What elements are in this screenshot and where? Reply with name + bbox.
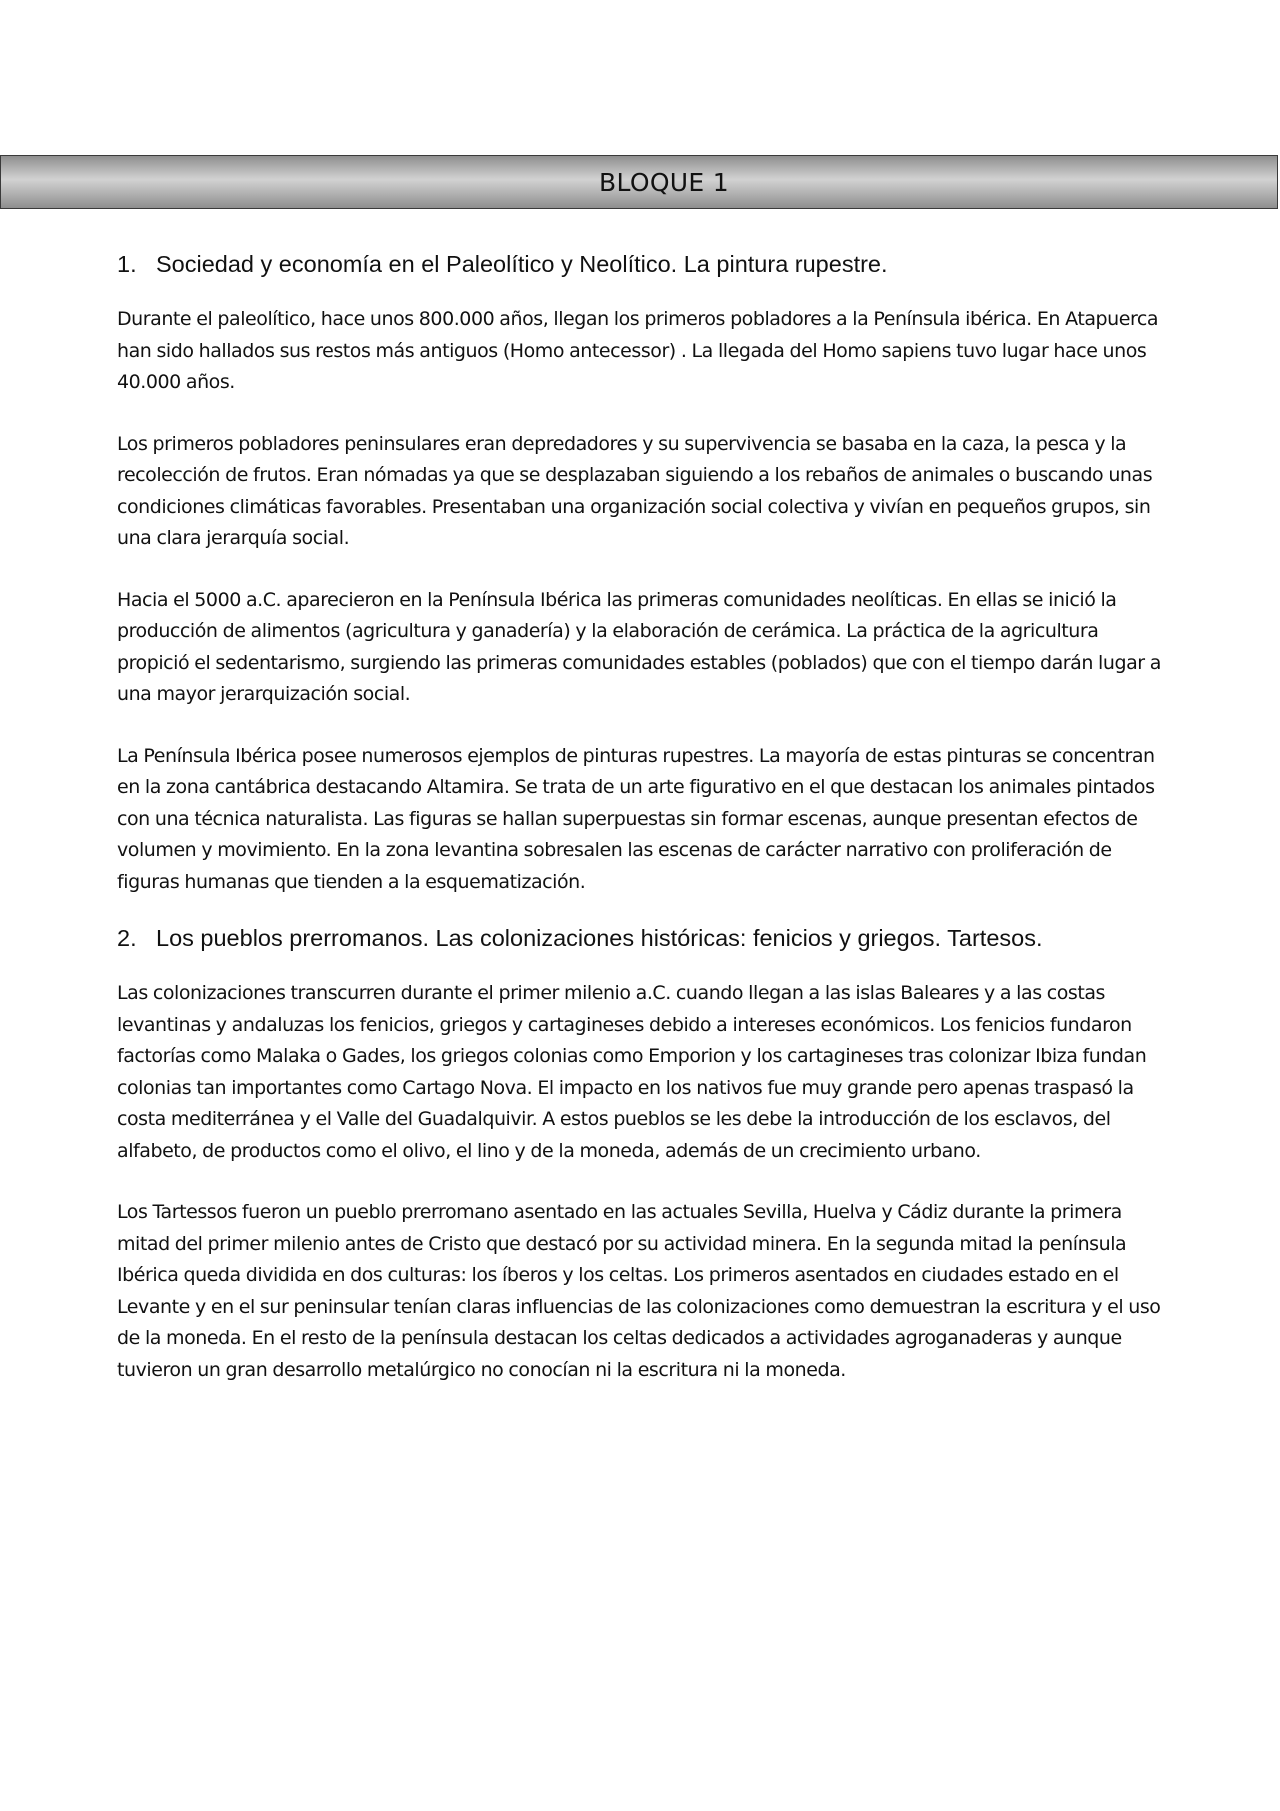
banner-title: BLOQUE 1 xyxy=(599,167,729,197)
section-title: Sociedad y economía en el Paleolítico y Neolítico. La pintura rupestre. xyxy=(156,251,888,277)
paragraph: La Península Ibérica posee numerosos ejemplos de pinturas rupestres. La mayoría de estas pinturas se concentran en la zona cantábrica destacando Altamira. Se trata de un arte figurativo en el que destacan los animales pintados con una técnica naturalista. Las figuras se hallan superpuestas sin formar escenas, aunque presentan efectos de volumen y movimiento. En la zona levantina sobresalen las escenas de carácter narrativo con proliferación de figuras humanas que tienden a la esquematización. xyxy=(117,744,1155,893)
paragraph: Los primeros pobladores peninsulares eran depredadores y su supervivencia se basaba en la caza, la pesca y la recolección de frutos. Eran nómadas ya que se desplazaban siguiendo a los rebaños de animales o buscando unas condiciones climáticas favorables. Presentaban una organización social colectiva y vivían en pequeños grupos, sin una clara jerarquía social. xyxy=(117,432,1153,549)
paragraph: Las colonizaciones transcurren durante el primer milenio a.C. cuando llegan a las islas Baleares y a las costas levantinas y andaluzas los fenicios, griegos y cartagineses debido a intereses económicos. Los fenicios fundaron factorías como Malaka o Gades, los griegos colonias como Emporion y los cartagineses tras colonizar Ibiza fundan colonias tan importantes como Cartago Nova. El impacto en los nativos fue muy grande pero apenas traspasó la costa mediterránea y el Valle del Guadalquivir. A estos pueblos se les debe la introducción de los esclavos, del alfabeto, de productos como el olivo, el lino y de la moneda, además de un crecimiento urbano. xyxy=(117,982,1147,1162)
paragraph: Durante el paleolítico, hace unos 800.000 años, llegan los primeros pobladores a la Península ibérica. En Atapuerca han sido hallados sus restos más antiguos (Homo antecessor) . La llegada del Homo sapiens tuvo lugar hace unos 40.000 años. xyxy=(117,308,1159,393)
bloque-banner xyxy=(0,155,1278,209)
section-heading-2 xyxy=(117,922,1167,954)
section-number: 1. xyxy=(117,251,137,277)
section-number: 2. xyxy=(117,925,137,951)
paragraph: Los Tartessos fueron un pueblo prerromano asentado en las actuales Sevilla, Huelva y Cádiz durante la primera mitad del primer milenio antes de Cristo que destacó por su actividad minera. En la segunda mitad la península Ibérica queda dividida en dos culturas: los íberos y los celtas. Los primeros asentados en ciudades estado en el Levante y en el sur peninsular tenían claras influencias de las colonizaciones como demuestran la escritura y el uso de la moneda. En el resto de la península destacan los celtas dedicados a actividades agroganaderas y aunque tuvieron un gran desarrollo metalúrgico no conocían ni la escritura ni la moneda. xyxy=(117,1201,1161,1381)
section-heading-1 xyxy=(117,248,1167,280)
paragraph: Hacia el 5000 a.C. aparecieron en la Península Ibérica las primeras comunidades neolíticas. En ellas se inició la producción de alimentos (agricultura y ganadería) y la elaboración de cerámica. La práctica de la agricultura propició el sedentarismo, surgiendo las primeras comunidades estables (poblados) que con el tiempo darán lugar a una mayor jerarquización social. xyxy=(117,588,1161,705)
document-body xyxy=(117,248,1167,1416)
section-title: Los pueblos prerromanos. Las colonizaciones históricas: fenicios y griegos. Tartesos. xyxy=(156,925,1043,951)
